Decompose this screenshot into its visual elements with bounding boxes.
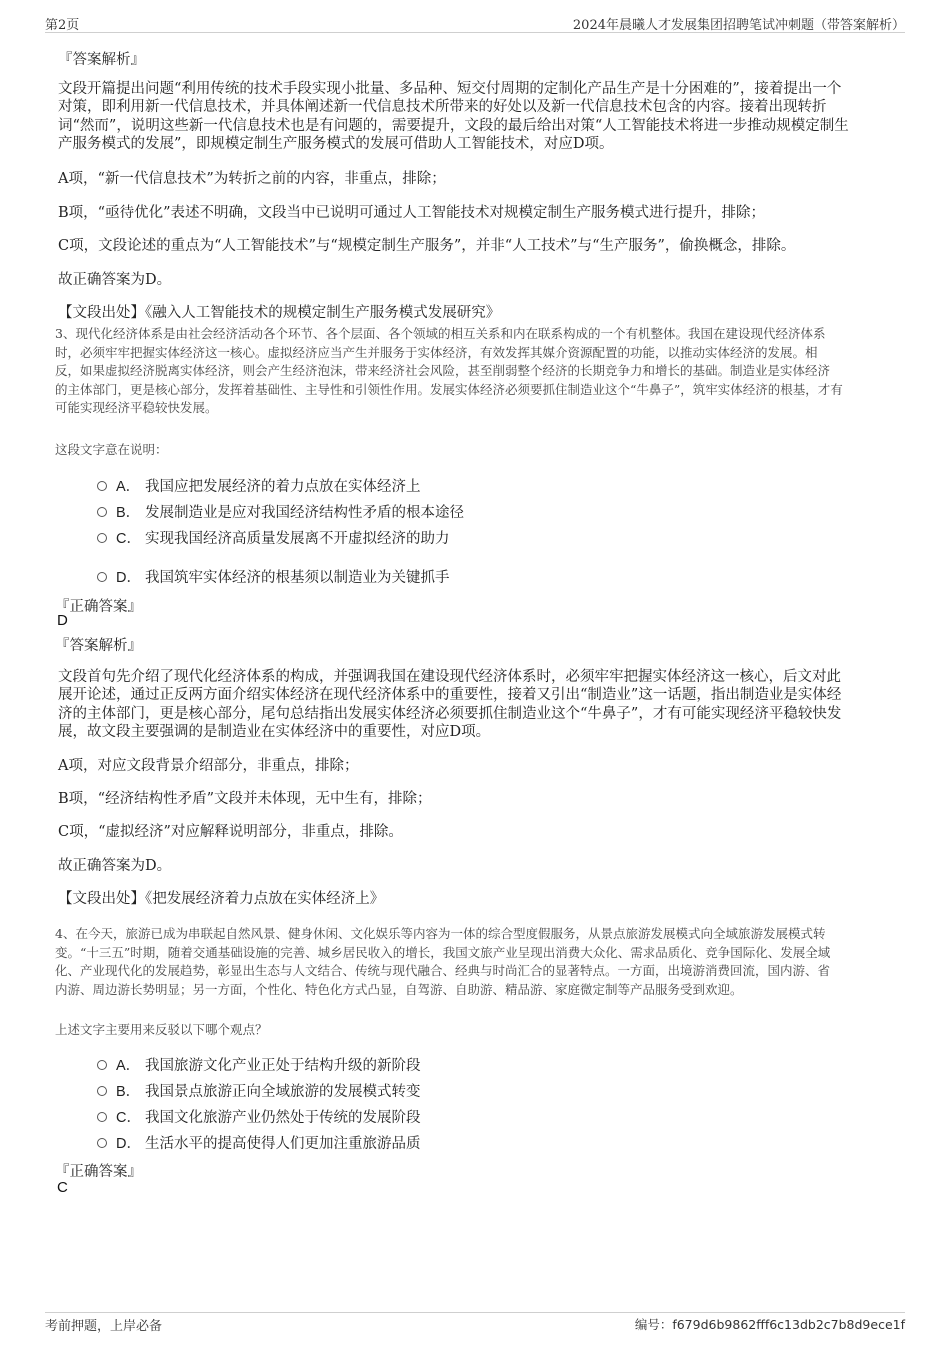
analysis-line: 词“然而”，说明这些新一代信息技术也是有问题的，需要提升，文段的最后给出对策“人工智能技术将进一步推动规模定制生 — [58, 117, 849, 134]
option-text: 发展制造业是应对我国经济结构性矛盾的根本途径 — [145, 505, 464, 521]
option-key: D． — [116, 1136, 141, 1152]
option-text: 我国文化旅游产业仍然处于传统的发展阶段 — [145, 1110, 421, 1126]
source-citation: 【文段出处】《融入人工智能技术的规模定制生产服务模式发展研究》 — [58, 305, 501, 321]
option-key: C． — [116, 531, 141, 547]
analysis-label: 『答案解析』 — [58, 52, 145, 68]
option-key: C． — [116, 1110, 141, 1126]
stem-line: 4、在今天，旅游已成为串联起自然风景、健身休闲、文化娱乐等内容为一体的综合型度假服务，从景点旅游发展模式向全域旅游发展模式转 — [55, 926, 826, 941]
analysis-line: 文段首句先介绍了现代化经济体系的构成，并强调我国在建设现代经济体系时，必须牢牢把握实体经济这一核心，后文对此 — [58, 669, 841, 685]
analysis-line: 展，故文段主要强调的是制造业在实体经济中的重要性，对应D项。 — [58, 724, 491, 741]
radio-icon[interactable] — [97, 533, 107, 543]
stem-line: 反，如果虚拟经济脱离实体经济，则会产生经济泡沫，带来经济社会风险，甚至削弱整个经济的长期竞争力和增长的基础。制造业是实体经济 — [55, 363, 831, 379]
analysis-item-a: A项，“新一代信息技术”为转折之前的内容，非重点，排除； — [58, 171, 446, 187]
question-stem — [55, 925, 900, 999]
answer-label: 『正确答案』 — [55, 1164, 142, 1180]
stem-line: 变。“十三五”时期，随着交通基础设施的完善、城乡居民收入的增长，我国文旅产业呈现出消费大众化、需求品质化、竞争国际化、发展全域 — [55, 944, 831, 960]
radio-icon[interactable] — [97, 507, 107, 517]
question-stem — [55, 325, 900, 418]
option-text: 我国筑牢实体经济的根基须以制造业为关键抓手 — [145, 570, 450, 586]
analysis-conclusion: 故正确答案为D。 — [58, 272, 172, 288]
analysis-line: 产服务模式的发展”，即规模定制生产服务模式的发展可借助人工智能技术，对应D项。 — [58, 136, 614, 153]
page-number: 第2页 — [45, 18, 80, 33]
footer-slogan: 考前押题，上岸必备 — [45, 1319, 163, 1334]
option-key: B． — [116, 505, 141, 521]
radio-icon[interactable] — [97, 572, 107, 582]
stem-line: 可能实现经济平稳较快发展。 — [55, 400, 218, 416]
page-footer — [45, 1312, 905, 1335]
analysis-line: 文段开篇提出问题“利用传统的技术手段实现小批量、多品种、短交付周期的定制化产品生产是十分困难的”，接着提出一个 — [58, 81, 842, 97]
stem-line: 的主体部门，更是核心部分，发挥着基础性、主导性和引领性作用。发展实体经济必须要抓住制造业这个“牛鼻子”，筑牢实体经济的根基，才有 — [55, 381, 843, 397]
option-key: B． — [116, 1084, 141, 1100]
answer-value: D — [57, 612, 68, 629]
analysis-item-a: A项，对应文段背景介绍部分，非重点，排除； — [58, 758, 359, 774]
option-key: A． — [116, 479, 141, 495]
radio-icon[interactable] — [97, 481, 107, 491]
question-prompt: 这段文字意在说明： — [55, 442, 168, 457]
analysis-line: 对策，即利用新一代信息技术，并具体阐述新一代信息技术所带来的好处以及新一代信息技术包含的内容。接着出现转折 — [58, 99, 827, 116]
analysis-item-b: B项，“亟待优化”表述不明确，文段当中已说明可通过人工智能技术对规模定制生产服务模式进行提升，排除； — [58, 205, 765, 221]
analysis-item-c: C项，文段论述的重点为“人工智能技术”与“规模定制生产服务”，并非“人工技术”与“生产服务”，偷换概念，排除。 — [58, 238, 796, 254]
option-text: 生活水平的提高使得人们更加注重旅游品质 — [145, 1136, 421, 1152]
document-id: 编号：f679d6b9862fff6c13db2c7b8d9ece1f — [634, 1317, 905, 1332]
stem-line: 化、产业现代化的发展趋势，彰显出生态与人文结合、传统与现代融合、经典与时尚汇合的显著特点。一方面，出境游消费回流，国内游、省 — [55, 963, 831, 979]
analysis-label: 『答案解析』 — [55, 638, 142, 654]
answer-label: 『正确答案』 — [55, 599, 142, 615]
radio-icon[interactable] — [97, 1138, 107, 1148]
option-text: 我国应把发展经济的着力点放在实体经济上 — [145, 479, 421, 495]
analysis-paragraph — [58, 668, 890, 742]
option-key: D． — [116, 570, 141, 586]
analysis-conclusion: 故正确答案为D。 — [58, 858, 172, 874]
radio-icon[interactable] — [97, 1112, 107, 1122]
option-key: A． — [116, 1058, 141, 1074]
source-citation: 【文段出处】《把发展经济着力点放在实体经济上》 — [58, 891, 385, 907]
stem-line: 3、现代化经济体系是由社会经济活动各个环节、各个层面、各个领域的相互关系和内在联系构成的一个有机整体。我国在建设现代经济体系 — [55, 326, 826, 341]
analysis-line: 济的主体部门，更是核心部分，尾句总结指出发展实体经济必须要抓住制造业这个“牛鼻子”，才有可能实现经济平稳较快发 — [58, 705, 842, 722]
option-text: 我国景点旅游正向全域旅游的发展模式转变 — [145, 1084, 421, 1100]
radio-icon[interactable] — [97, 1060, 107, 1070]
stem-line: 内游、周边游长势明显；另一方面，个性化、特色化方式凸显，自驾游、自助游、精品游、家庭微定制等产品服务受到欢迎。 — [55, 981, 743, 997]
option-text: 实现我国经济高质量发展离不开虚拟经济的助力 — [145, 531, 450, 547]
stem-line: 时，必须牢牢把握实体经济这一核心。虚拟经济应当产生并服务于实体经济，有效发挥其媒介资源配置的功能，以推动实体经济的发展。相 — [55, 344, 818, 360]
page-header — [45, 12, 905, 33]
analysis-item-c: C项，“虚拟经济”对应解释说明部分，非重点，排除。 — [58, 824, 403, 840]
document-title: 2024年晨曦人才发展集团招聘笔试冲刺题（带答案解析） — [572, 18, 905, 33]
answer-value: C — [57, 1179, 68, 1196]
option-text: 我国旅游文化产业正处于结构升级的新阶段 — [145, 1058, 421, 1074]
analysis-line: 展开论述，通过正反两方面介绍实体经济在现代经济体系中的重要性，接着又引出“制造业”这一话题，指出制造业是实体经 — [58, 687, 842, 704]
question-prompt: 上述文字主要用来反驳以下哪个观点？ — [55, 1022, 268, 1037]
analysis-paragraph — [58, 80, 890, 154]
radio-icon[interactable] — [97, 1086, 107, 1096]
analysis-item-b: B项，“经济结构性矛盾”文段并未体现，无中生有，排除； — [58, 791, 432, 807]
